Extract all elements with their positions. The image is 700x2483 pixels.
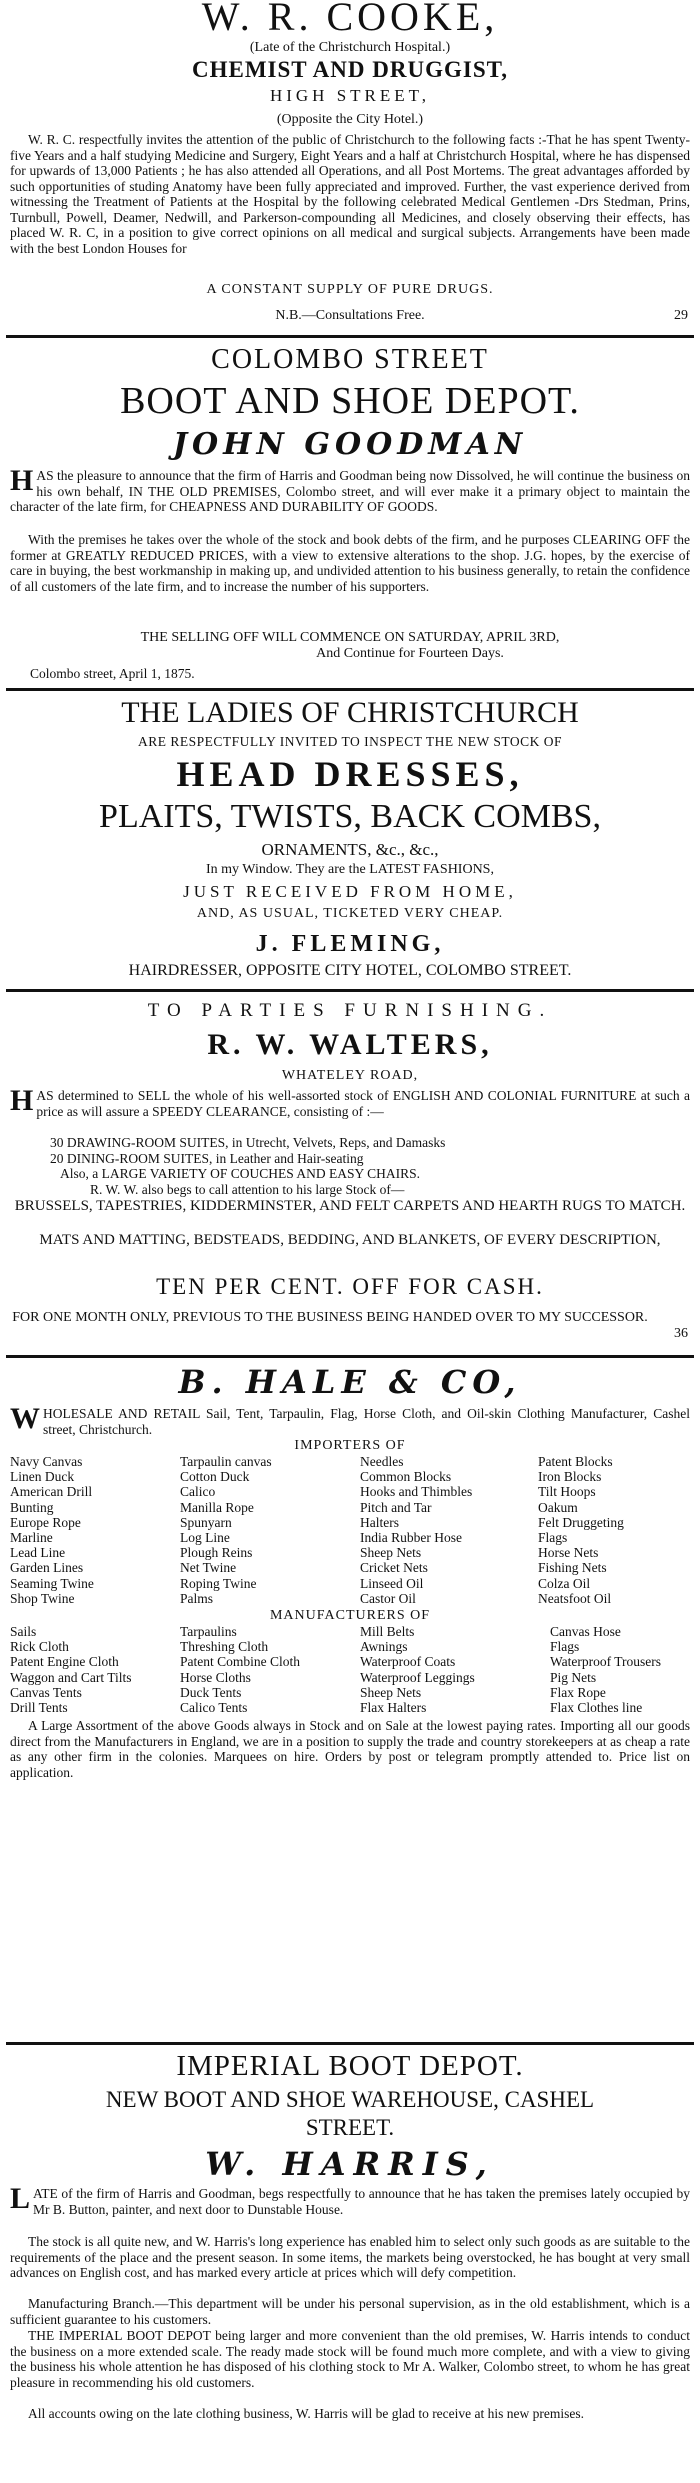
goodman-date: Colombo street, April 1, 1875. [30, 666, 195, 681]
list-item: Navy Canvas [10, 1454, 83, 1469]
list-item: Flax Clothes line [550, 1700, 643, 1716]
list-item: Neatsfoot Oil [538, 1590, 612, 1606]
fleming-head: HEAD DRESSES, [176, 754, 524, 794]
harris-name: W. HARRIS, [205, 2146, 495, 2182]
list-item: Linseed Oil [360, 1575, 424, 1591]
list-item: Fishing Nets [538, 1560, 607, 1576]
list-item: Tarpaulins [180, 1624, 237, 1639]
cooke-advert [10, 0, 690, 330]
walters-discount: TEN PER CENT. OFF FOR CASH. [156, 1274, 544, 1299]
list-item: Hooks and Thimbles [360, 1484, 473, 1500]
walters-intro: H AS determined to SELL the whole of his well-assorted stock of ENGLISH AND COLONIAL FURNITURE at such a price as will assure a SPEEDY CLEARANCE, consisting of :— [10, 1084, 690, 1119]
list-item: Net Twine [180, 1560, 237, 1576]
importers-column-1 [10, 1454, 94, 1606]
list-item: Marline [10, 1530, 53, 1546]
hale-advert [10, 1358, 690, 1783]
goodman-street: COLOMBO STREET [211, 344, 489, 375]
cooke-opposite: (Opposite the City Hotel.) [276, 112, 424, 127]
cooke-trade: CHEMIST AND DRUGGIST, [191, 57, 508, 82]
list-item: Sheep Nets [360, 1684, 422, 1700]
walters-items [50, 1135, 445, 1197]
harris-para1: L ATE of the firm of Harris and Goodman, begs respectfully to announce that he has taken the premises lately occupied by Mr B. Button, painter, and next door to Dunstable House. [10, 2182, 690, 2217]
harris-warehouse: NEW BOOT AND SHOE WAREHOUSE, CASHEL [105, 2087, 595, 2112]
list-item: Tilt Hoops [538, 1484, 596, 1500]
list-item: Duck Tents [180, 1684, 242, 1700]
fleming-advert [10, 690, 690, 990]
list-item: Castor Oil [360, 1590, 416, 1606]
fleming-ladies: THE LADIES OF CHRISTCHURCH [121, 696, 579, 729]
list-item: Patent Combine Cloth [180, 1654, 300, 1670]
fleming-window: In my Window. They are the LATEST FASHIONS, [206, 862, 494, 877]
walters-number: 36 [674, 1326, 688, 1341]
list-item: Calico [180, 1484, 216, 1500]
list-item: Plough Reins [180, 1545, 253, 1561]
list-item: Awnings [360, 1639, 408, 1655]
manufacturers-column-1 [10, 1624, 132, 1715]
walters-carpets: BRUSSELS, TAPESTRIES, KIDDERMINSTER, AND FELT CARPETS AND HEARTH RUGS TO MATCH. [14, 1198, 686, 1214]
cooke-street: HIGH STREET, [269, 86, 431, 105]
fleming-name: J. FLEMING, [255, 931, 445, 957]
list-item: Manilla Rope [180, 1499, 254, 1515]
drop-cap: H [10, 464, 34, 497]
walters-name: R. W. WALTERS, [207, 1028, 493, 1061]
walters-parties: TO PARTIES FURNISHING. [147, 1000, 553, 1021]
fleming-ornaments: ORNAMENTS, &c., &c., [261, 840, 439, 859]
list-item: Cotton Duck [180, 1469, 250, 1485]
goodman-depot: BOOT AND SHOE DEPOT. [120, 380, 580, 422]
hale-manufacturers-table [10, 1624, 690, 1718]
cooke-number: 29 [674, 308, 688, 323]
hale-importers-table [10, 1454, 690, 1608]
hale-importers-title: IMPORTERS OF [294, 1438, 406, 1453]
list-item: Pig Nets [550, 1669, 597, 1685]
list-item: Also, a LARGE VARIETY OF COUCHES AND EASY CHAIRS. [60, 1166, 421, 1181]
list-item: Sails [10, 1624, 37, 1639]
list-item: Linen Duck [10, 1469, 75, 1485]
list-item: Felt Druggeting [538, 1514, 624, 1530]
cooke-late: (Late of the Christchurch Hospital.) [249, 40, 451, 55]
fleming-received: JUST RECEIVED FROM HOME, [183, 882, 517, 901]
harris-street: STREET. [305, 2115, 395, 2140]
list-item: Oakum [538, 1499, 578, 1515]
list-item: Canvas Tents [10, 1684, 82, 1700]
list-item: 20 DINING-ROOM SUITES, in Leather and Hair-seating [50, 1150, 364, 1166]
drop-cap: L [10, 2182, 31, 2215]
harris-imperial: IMPERIAL BOOT DEPOT. [176, 2050, 524, 2082]
divider [6, 2042, 694, 2045]
importers-column-4 [538, 1454, 624, 1606]
list-item: Rick Cloth [10, 1639, 69, 1655]
list-item: Patent Engine Cloth [10, 1654, 119, 1670]
list-item: 30 DRAWING-ROOM SUITES, in Utrecht, Velvets, Reps, and Damasks [50, 1135, 446, 1150]
list-item: American Drill [10, 1484, 93, 1500]
walters-month: FOR ONE MONTH ONLY, PREVIOUS TO THE BUSINESS BEING HANDED OVER TO MY SUCCESSOR. [12, 1310, 648, 1325]
list-item: Waterproof Coats [360, 1654, 456, 1670]
drop-cap: H [10, 1084, 34, 1117]
list-item: Patent Blocks [538, 1454, 613, 1469]
walters-advert [10, 992, 690, 1348]
list-item: Flags [550, 1639, 580, 1655]
manufacturers-column-3 [360, 1624, 475, 1715]
list-item: Seaming Twine [10, 1575, 94, 1591]
harris-para4: THE IMPERIAL BOOT DEPOT being larger and more convenient than the old premises, W. Harris intends to conduct the business on a more extended scale. The ready made stock will be found much more complete, and with a view to giving the business his whole attention he has disposed of his clothing stock to Mr A. Walker, Colombo street, to whom he has great pleasure in recommending his old customers. [10, 2328, 690, 2390]
list-item: Tarpaulin canvas [180, 1454, 272, 1469]
list-item: Horse Nets [538, 1545, 599, 1561]
list-item: Waterproof Trousers [550, 1654, 662, 1670]
list-item: Cricket Nets [360, 1560, 428, 1576]
cooke-nb: N.B.—Consultations Free. [275, 308, 425, 323]
goodman-selling: THE SELLING OFF WILL COMMENCE ON SATURDAY, APRIL 3RD, [140, 630, 560, 645]
list-item: Mill Belts [360, 1624, 415, 1639]
list-item: Canvas Hose [550, 1624, 621, 1639]
harris-advert [10, 2046, 690, 2483]
goodman-para2: With the premises he takes over the whole of the stock and book debts of the firm, and he purposes CLEARING OFF the former at GREATLY REDUCED PRICES, with a view to extensive alterations to the shop. J.G. hopes, by the exercise of care in buying, the best workmanship in making up, and undivided attention to his business generally, to retain the confidence of all customers of the late firm, and to increase the number of his supporters. [10, 532, 690, 594]
hale-manufacturers-title: MANUFACTURERS OF [269, 1608, 431, 1623]
walters-road: WHATELEY ROAD, [281, 1068, 419, 1083]
list-item: Halters [360, 1514, 399, 1530]
list-item: Flax Halters [360, 1700, 427, 1716]
list-item: Colza Oil [538, 1575, 591, 1591]
list-item: Log Line [180, 1530, 230, 1546]
list-item: Flags [538, 1530, 568, 1546]
list-item: R. W. W. also begs to call attention to his large Stock of— [90, 1181, 405, 1197]
goodman-name: JOHN GOODMAN [172, 428, 528, 462]
fleming-plaits: PLAITS, TWISTS, BACK COMBS, [99, 798, 601, 835]
goodman-para1: H AS the pleasure to announce that the firm of Harris and Goodman being now Dissolved, he will continue the business on his own behalf, IN THE OLD PREMISES, Colombo street, and will ever make it a primary object to maintain the character of the late firm, for CHEAPNESS AND DURABILITY OF GOODS. [10, 464, 690, 514]
walters-mats: MATS AND MATTING, BEDSTEADS, BEDDING, AND BLANKETS, OF EVERY DESCRIPTION, [39, 1232, 661, 1248]
hale-name: B. HALE & CO, [178, 1364, 522, 1400]
list-item: Drill Tents [10, 1700, 68, 1716]
divider [6, 335, 694, 338]
list-item: Calico Tents [180, 1700, 248, 1716]
list-item: Garden Lines [10, 1560, 84, 1576]
harris-para2: The stock is all quite new, and W. Harris's long experience has enabled him to select only such goods as are suitable to the requirements of the place and the present season. In some items, the markets being overstocked, he has bought at very small advances on English cost, and has marked every article at prices which will defy competition. [10, 2234, 690, 2280]
list-item: Common Blocks [360, 1469, 452, 1485]
list-item: Palms [180, 1590, 214, 1606]
list-item: Europe Rope [10, 1514, 81, 1530]
list-item: Threshing Cloth [180, 1639, 269, 1655]
importers-column-2 [180, 1454, 272, 1606]
list-item: Iron Blocks [538, 1469, 602, 1485]
list-item: Flax Rope [550, 1684, 606, 1700]
fleming-address: HAIRDRESSER, OPPOSITE CITY HOTEL, COLOMBO STREET. [128, 962, 572, 979]
manufacturers-column-4 [550, 1624, 661, 1715]
list-item: Lead Line [10, 1545, 66, 1561]
goodman-continue: And Continue for Fourteen Days. [316, 646, 504, 661]
cooke-name: W. R. COOKE, [201, 0, 499, 39]
harris-para5: All accounts owing on the late clothing business, W. Harris will be glad to receive at his new premises. [28, 2406, 585, 2421]
list-item: Shop Twine [10, 1590, 75, 1606]
fleming-invited: ARE RESPECTFULLY INVITED TO INSPECT THE NEW STOCK OF [138, 734, 562, 749]
list-item: Waterproof Leggings [360, 1669, 475, 1685]
list-item: India Rubber Hose [360, 1530, 462, 1546]
list-item: Spunyarn [180, 1514, 232, 1530]
list-item: Sheep Nets [360, 1545, 422, 1561]
harris-para3: Manufacturing Branch.—This department will be under his personal supervision, as in the old establishment, which is a sufficient guarantee to his customers. [10, 2296, 690, 2327]
manufacturers-column-2 [180, 1624, 300, 1715]
list-item: Bunting [10, 1499, 54, 1515]
drop-cap: W [10, 1402, 40, 1435]
cooke-supply: A CONSTANT SUPPLY OF PURE DRUGS. [206, 282, 494, 297]
list-item: Roping Twine [180, 1575, 257, 1591]
fleming-usual: AND, AS USUAL, TICKETED VERY CHEAP. [196, 906, 504, 921]
importers-column-3 [360, 1454, 472, 1606]
list-item: Needles [360, 1454, 404, 1469]
list-item: Waggon and Cart Tilts [10, 1669, 132, 1685]
list-item: Horse Cloths [180, 1669, 251, 1685]
list-item: Pitch and Tar [360, 1499, 432, 1515]
cooke-body: W. R. C. respectfully invites the attention of the public of Christchurch to the following facts :-That he has spent Twenty-five Years and a half studying Medicine and Surgery, Eight Years and a half at Christchurch Hospital, where he has dispensed for upwards of 13,000 Patients ; he has also attended all Operations, and all Post Mortems. The great advantages afforded by such opportunities of studing Anatomy have been fully appreciated and improved. Further, the vast experience derived from witnessing the Treatment of Patients at the Hospital by the following celebrated Medical Gentlemen -Drs Stedman, Prins, Turnbull, Powell, Deamer, Nedwill, and Parkerson-compounding all Medicines, and closely observing their effects, has placed W. R. C, in a position to give correct opinions on all medical and surgical subjects. Arrangements have been made with the best London Houses for [10, 132, 690, 256]
hale-intro: W HOLESALE AND RETAIL Sail, Tent, Tarpaulin, Flag, Horse Cloth, and Oil-skin Clothing Manufacturer, Cashel street, Christchurch. [10, 1402, 690, 1437]
hale-closing: A Large Assortment of the above Goods always in Stock and on Sale at the lowest paying rates. Importing all our goods direct from the Manufacturers in England, we are in a position to supply the trade and country storekeepers at as cheap a rate as any other firm in the colonies. Marquees on hire. Orders by post or telegram promptly attended to. Price list on application. [10, 1718, 690, 1780]
